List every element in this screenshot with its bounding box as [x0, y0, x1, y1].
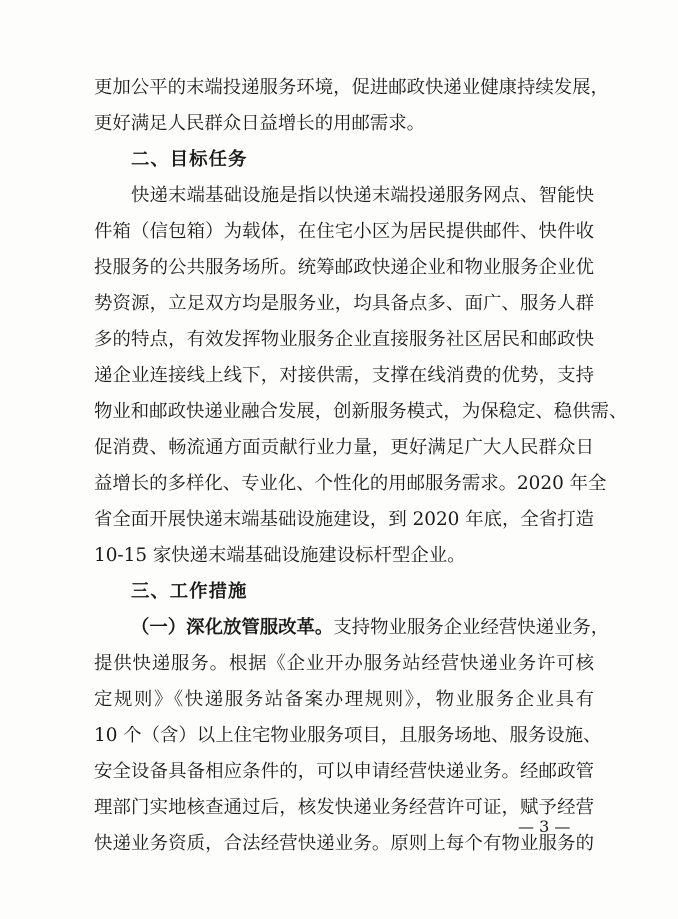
paragraph-line: 提供快递服务。根据《企业开办服务站经营快递业务许可核	[94, 653, 594, 674]
section-heading: 二、目标任务	[131, 149, 248, 170]
sub-heading-text: 支持物业服务企业经营快递业务，	[333, 617, 610, 638]
paragraph-line: 投服务的公共服务场所。统筹邮政快递企业和物业服务企业优	[94, 257, 594, 278]
section-heading: 三、工作措施	[131, 581, 248, 602]
paragraph-line	[131, 615, 610, 641]
paragraph-line: 快递末端基础设施是指以快递末端投递服务网点、智能快	[131, 185, 594, 206]
paragraph-line: 理部门实地核查通过后，核发快递业务经营许可证，赋予经营	[94, 797, 594, 818]
paragraph-line: 省全面开展快递末端基础设施建设，到 2020 年底，全省打造	[94, 509, 594, 530]
paragraph-line: 安全设备具备相应条件的，可以申请经营快递业务。经邮政管	[94, 761, 594, 782]
paragraph-line: 10 个（含）以上住宅物业服务项目，且服务场地、服务设施、	[94, 725, 602, 746]
paragraph-line: 更好满足人民群众日益增长的用邮需求。	[94, 113, 426, 134]
paragraph-line: 物业和邮政快递业融合发展，创新服务模式，为保稳定、稳供需、	[94, 401, 628, 422]
paragraph-line: 递企业连接线上线下，对接供需，支撑在线消费的优势，支持	[94, 365, 594, 386]
paragraph-line: 益增长的多样化、专业化、个性化的用邮服务需求。2020 年全	[94, 473, 607, 494]
paragraph-line: 快递业务资质，合法经营快递业务。原则上每个有物业服务的	[94, 833, 594, 854]
page-number: — 3 —	[518, 817, 571, 836]
paragraph-line: 10-15 家快递末端基础设施建设标杆型企业。	[94, 545, 466, 566]
paragraph-line: 促消费、畅流通方面贡献行业力量，更好满足广大人民群众日	[94, 437, 594, 458]
paragraph-line: 多的特点，有效发挥物业服务企业直接服务社区居民和邮政快	[94, 329, 594, 350]
paragraph-line: 定规则》《快递服务站备案办理规则》，物业服务企业具有	[94, 689, 594, 710]
paragraph-line: 更加公平的末端投递服务环境，促进邮政快递业健康持续发展，	[94, 77, 609, 98]
sub-heading: （一）深化放管服改革。	[131, 617, 334, 638]
paragraph-line: 势资源，立足双方均是服务业，均具备点多、面广、服务人群	[94, 293, 594, 314]
paragraph-line: 件箱（信包箱）为载体，在住宅小区为居民提供邮件、快件收	[94, 221, 594, 242]
